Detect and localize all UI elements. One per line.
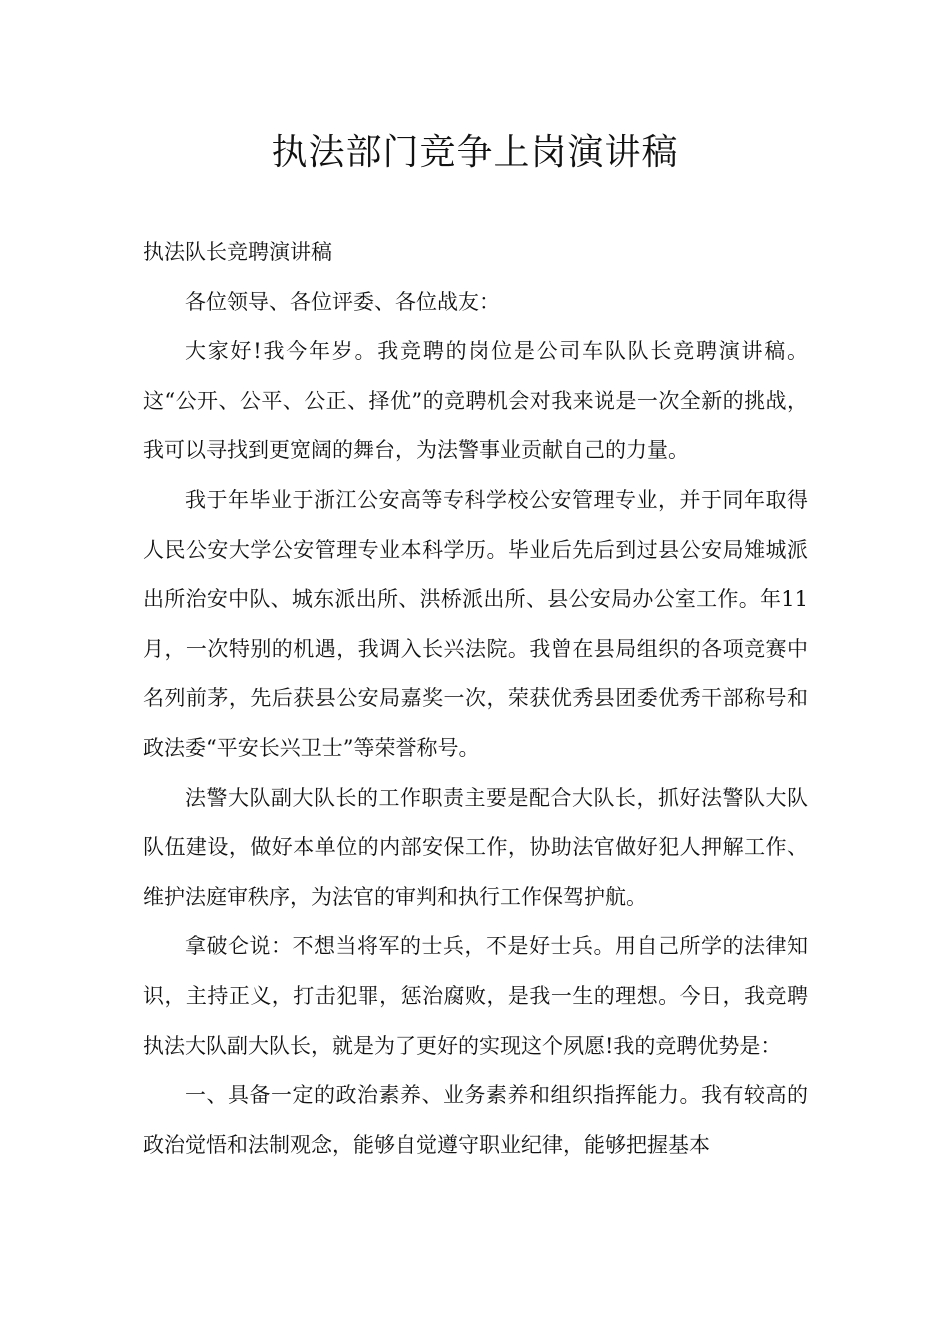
paragraph-greeting: 大家好!我今年岁。我竞聘的岗位是公司车队队长竞聘演讲稿。这“公开、公平、公正、择优”的竞聘机会对我来说是一次全新的挑战，我可以寻找到更宽阔的舞台，为法警事业贡献自己的力量。 bbox=[143, 339, 808, 463]
paragraph-motivation: 拿破仑说：不想当将军的士兵，不是好士兵。用自己所学的法律知识，主持正义，打击犯罪，惩治腐败，是我一生的理想。今日，我竞聘执法大队副大队长，就是为了更好的实现这个夙愿!我的竞聘优势是： bbox=[143, 934, 808, 1058]
paragraph-salutation: 各位领导、各位评委、各位战友： bbox=[185, 289, 500, 314]
paragraph-background: 我于年毕业于浙江公安高等专科学校公安管理专业，并于同年取得人民公安大学公安管理专业本科学历。毕业后先后到过县公安局雉城派出所治安中队、城东派出所、洪桥派出所、县公安局办公室工作。年11月，一次特别的机遇，我调入长兴法院。我曾在县局组织的各项竞赛中名列前茅，先后获县公安局嘉奖一次，荣获优秀县团委优秀干部称号和政法委“平安长兴卫士”等荣誉称号。 bbox=[143, 487, 808, 760]
document-body bbox=[143, 228, 808, 1170]
paragraph-duties: 法警大队副大队长的工作职责主要是配合大队长，抓好法警队大队队伍建设，做好本单位的内部安保工作，协助法官做好犯人押解工作、维护法庭审秩序，为法官的审判和执行工作保驾护航。 bbox=[143, 785, 808, 909]
paragraph-advantage-one: 一、具备一定的政治素养、业务素养和组织指挥能力。我有较高的政治觉悟和法制观念，能够自觉遵守职业纪律，能够把握基本 bbox=[143, 1083, 808, 1157]
document-subtitle: 执法队长竞聘演讲稿 bbox=[143, 240, 332, 264]
document-title: 执法部门竞争上岗演讲稿 bbox=[271, 132, 679, 173]
